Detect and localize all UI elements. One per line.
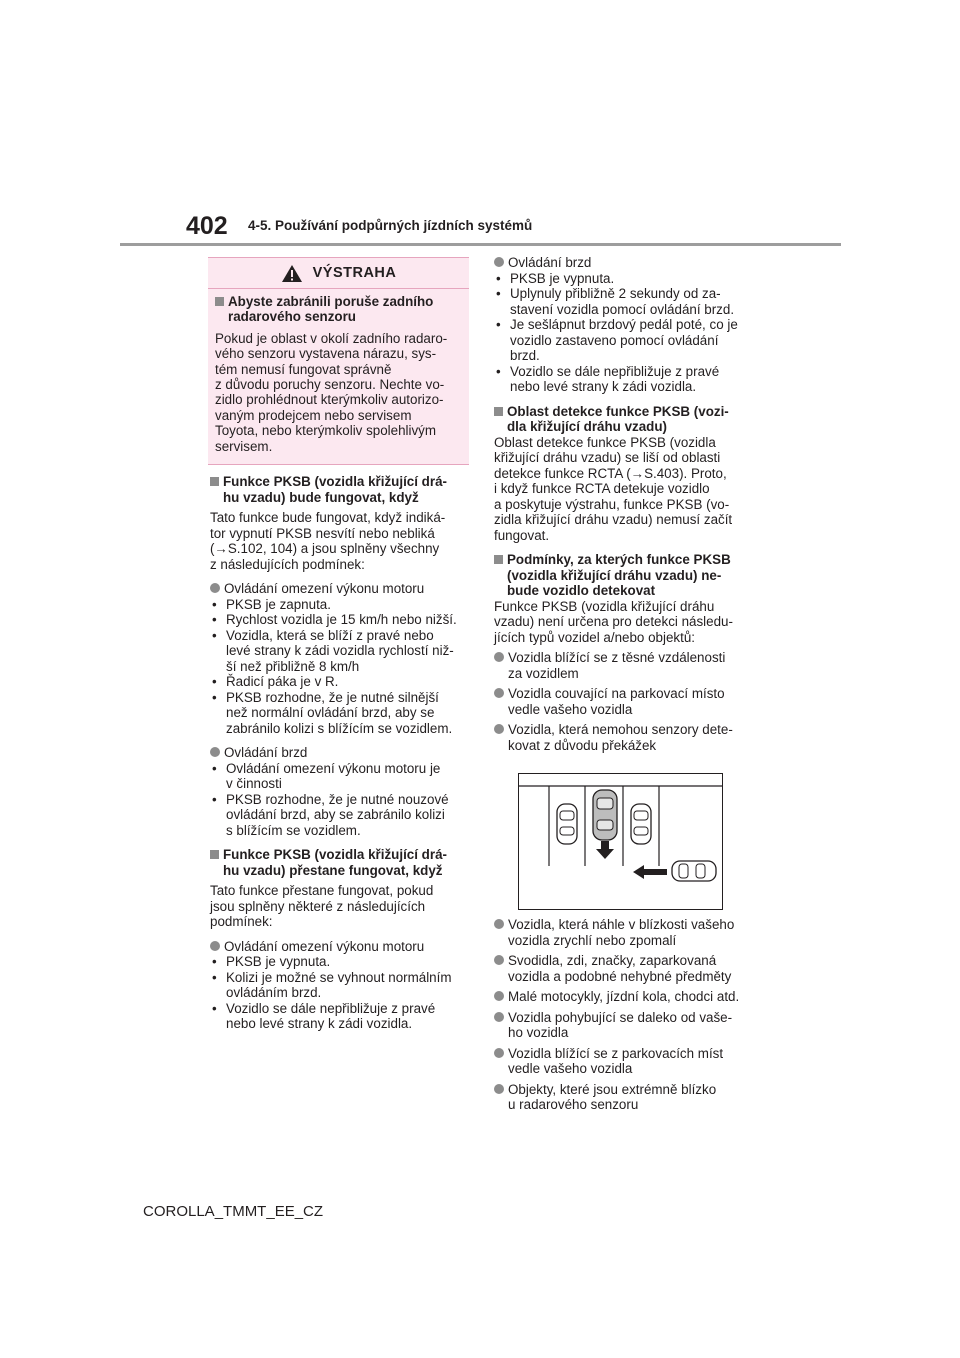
list-item: Malé motocykly, jízdní kola, chodci atd.	[494, 989, 752, 1005]
list-item: • Řadicí páka je v R.	[212, 674, 339, 689]
right-column	[494, 255, 752, 753]
condition-group: Ovládání brzd • PKSB je vypnuta. • Uplynuly přibližně 2 sekundy od za- stavení vozidla pomocí ovládání brzd. • Je sešlápnut brzdový pedál poté, co je vozidlo zastaveno pomocí ovládání brzd. • Vozidlo se dále nepřibližuje z pravé nebo levé strany k zádi vozidla.	[494, 255, 752, 395]
warning-subheading: Abyste zabránili poruše zadního radarového senzoru	[215, 294, 462, 325]
list-a	[494, 650, 752, 753]
left-column	[210, 474, 468, 1032]
circle-bullet-icon	[210, 941, 220, 951]
list-item: • Kolizi je možné se vyhnout normálním ovládáním brzd.	[212, 969, 452, 1000]
parking-lot-diagram	[519, 774, 722, 909]
parking-illustration	[518, 773, 723, 910]
list-item: Vozidla couvající na parkovací místo vedle vašeho vozidla	[494, 686, 752, 717]
list-item: • Uplynuly přibližně 2 sekundy od za- stavení vozidla pomocí ovládání brzd.	[496, 286, 735, 317]
list-item: Vozidla pohybující se daleko od vaše- ho vozidla	[494, 1010, 752, 1041]
circle-bullet-icon	[494, 991, 504, 1001]
list-item: Vozidla blížící se z parkovacích míst vedle vašeho vozidla	[494, 1046, 752, 1077]
heading-pksb-stops: Funkce PKSB (vozidla křižující drá- hu vzadu) přestane fungovat, když	[210, 847, 468, 878]
list-item: • PKSB je vypnuta.	[212, 954, 331, 969]
circle-bullet-icon	[494, 724, 504, 734]
section-title: 4-5. Používání podpůrných jízdních systémů	[248, 218, 533, 233]
paragraph: Tato funkce bude fungovat, když indiká- tor vypnutí PKSB nesvítí nebo nebliká (→S.102, 104) a jsou splněny všechny z následujících podmínek:	[210, 510, 446, 572]
list-item: Vozidla blížící se z těsné vzdálenosti za vozidlem	[494, 650, 752, 681]
list-b	[494, 917, 752, 1113]
circle-bullet-icon	[210, 747, 220, 757]
list-item: • Vozidlo se dále nepřibližuje z pravé nebo levé strany k zádi vozidla.	[496, 363, 720, 394]
warning-header	[208, 258, 469, 289]
heading-pksb-works: Funkce PKSB (vozidla křižující drá- hu vzadu) bude fungovat, když	[210, 474, 468, 505]
list-item: • Je sešlápnut brzdový pedál poté, co je vozidlo zastaveno pomocí ovládání brzd.	[496, 317, 738, 363]
circle-bullet-icon	[494, 688, 504, 698]
parked-car-left	[557, 804, 577, 844]
square-bullet-icon	[494, 407, 503, 416]
crossing-car	[672, 861, 716, 881]
condition-group: Ovládání omezení výkonu motoru • PKSB je vypnuta. • Kolizi je možné se vyhnout normálním ovládáním brzd. • Vozidlo se dále nepřibližuje z pravé nebo levé strany k zádi vozidla.	[210, 939, 468, 1032]
list-item: • PKSB je vypnuta.	[496, 270, 615, 286]
warning-triangle-icon	[281, 264, 303, 283]
list-item: • PKSB rozhodne, že je nutné nouzové ovládání brzd, aby se zabránilo kolizi s blížícím se vozidlem.	[212, 791, 449, 838]
list-item: Vozidla, která nemohou senzory dete- kovat z důvodu překážek	[494, 722, 752, 753]
list-item: • PKSB rozhodne, že je nutné silnější než normální ovládání brzd, aby se zabránilo kolizi s blížícím se vozidlem.	[212, 689, 453, 736]
square-bullet-icon	[210, 850, 219, 859]
list-item: Objekty, které jsou extrémně blízko u radarového senzoru	[494, 1082, 752, 1113]
square-bullet-icon	[494, 555, 503, 564]
circle-bullet-icon	[494, 652, 504, 662]
heading-not-detected: Podmínky, za kterých funkce PKSB (vozidla křižující dráhu vzadu) ne- bude vozidlo detekovat	[494, 552, 752, 599]
circle-bullet-icon	[494, 1012, 504, 1022]
paragraph: Funkce PKSB (vozidla křižující dráhu vzadu) není určena pro detekci následu- jících typů vozidel a/nebo objektů:	[494, 598, 733, 645]
warning-box	[208, 257, 469, 465]
list-item: • Vozidlo se dále nepřibližuje z pravé nebo levé strany k zádi vozidla.	[212, 1000, 436, 1031]
condition-group: Ovládání omezení výkonu motoru • PKSB je zapnuta. • Rychlost vozidla je 15 km/h nebo nižší. • Vozidla, která se blíží z pravé nebo levé strany k zádi vozidla rychlostí niž- ší než přibližně 8 km/h • Řadicí páka je v R. • PKSB rozhodne, že je nutné silnější než normální ovládání brzd, aby se zabránilo kolizi s blížícím se vozidlem.	[210, 581, 468, 736]
condition-group: Ovládání brzd • Ovládání omezení výkonu motoru je v činnosti • PKSB rozhodne, že je nutné nouzové ovládání brzd, aby se zabránilo kolizi s blížícím se vozidlem.	[210, 745, 468, 838]
paragraph: Oblast detekce funkce PKSB (vozidla křižující dráhu vzadu) se liší od oblasti detekce funkce RCTA (→S.403). Proto, i když funkce RCTA detekuje vozidlo a poskytuje výstrahu, funkce PKSB (vo- zidla křižující dráhu vzadu) nemusí začít fungovat.	[494, 434, 733, 543]
circle-bullet-icon	[494, 1084, 504, 1094]
list-item: • Ovládání omezení výkonu motoru je v činnosti	[212, 760, 441, 791]
warning-text: Pokud je oblast v okolí zadního radaro- vého senzoru vystavena nárazu, sys- tém nemusí fungovat správně z důvodu poruchy senzoru. Nechte vo- zidlo prohlédnout kterýmkoliv autorizo- vaným prodejcem nebo servisem Toyota, nebo kterýmkoliv spolehlivým servisem.	[215, 330, 448, 454]
list-item: Vozidla, která náhle v blízkosti vašeho vozidla zrychlí nebo zpomalí	[494, 917, 752, 948]
paragraph: Tato funkce přestane fungovat, pokud jsou splněny některé z následujících podmínek:	[210, 883, 434, 929]
circle-bullet-icon	[210, 583, 220, 593]
circle-bullet-icon	[494, 257, 504, 267]
circle-bullet-icon	[494, 919, 504, 929]
square-bullet-icon	[215, 297, 224, 306]
list-item: • PKSB je zapnuta.	[212, 596, 331, 612]
list-item: Svodidla, zdi, značky, zaparkovaná vozidla a podobné nehybné předměty	[494, 953, 752, 984]
parked-car-right	[631, 804, 651, 844]
page-number: 402	[186, 212, 228, 240]
list-item: • Rychlost vozidla je 15 km/h nebo nižší.	[212, 612, 457, 627]
header-rule	[120, 243, 841, 246]
list-item: • Vozidla, která se blíží z pravé nebo levé strany k zádi vozidla rychlostí niž- ší než přibližně 8 km/h	[212, 627, 454, 674]
heading-detection-area: Oblast detekce funkce PKSB (vozi- dla křižující dráhu vzadu)	[494, 404, 752, 435]
circle-bullet-icon	[494, 955, 504, 965]
circle-bullet-icon	[494, 1048, 504, 1058]
warning-title: VÝSTRAHA	[312, 265, 397, 281]
own-car	[593, 790, 617, 840]
square-bullet-icon	[210, 477, 219, 486]
footer-model-code: COROLLA_TMMT_EE_CZ	[143, 1203, 324, 1220]
